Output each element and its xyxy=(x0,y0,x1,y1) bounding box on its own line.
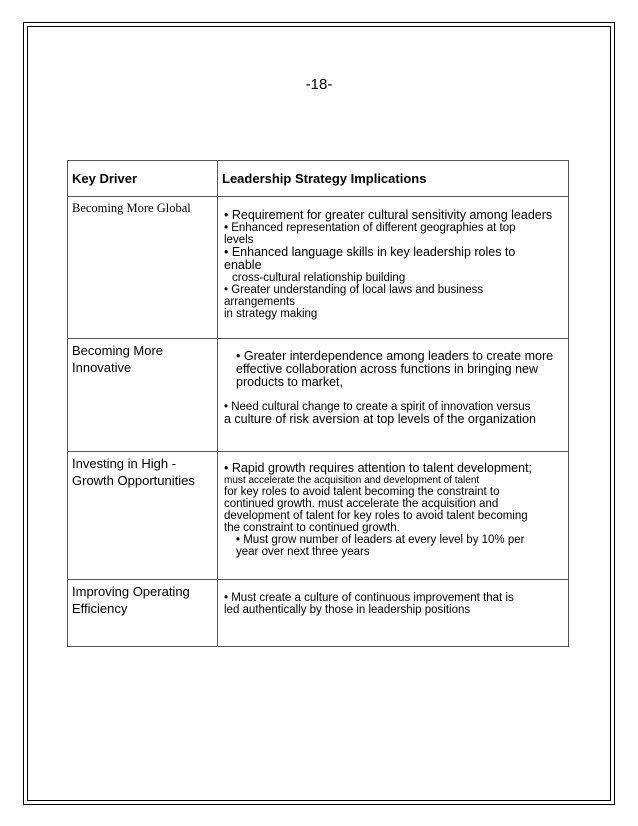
implication-line: • Enhanced language skills in key leadership roles to xyxy=(224,245,516,259)
header-leadership-strategy-implications: Leadership Strategy Implications xyxy=(218,161,569,197)
table-row xyxy=(68,197,569,339)
table-header-row xyxy=(68,161,569,197)
implication-line: must accelerate the acquisition and development of talent xyxy=(224,475,480,486)
header-key-driver: Key Driver xyxy=(68,161,218,197)
table-row xyxy=(68,452,569,580)
paragraph-gap xyxy=(224,389,564,401)
implication-line: effective collaboration across functions in bringing new xyxy=(236,362,539,376)
implication-line: a culture of risk aversion at top levels of the organization xyxy=(224,412,536,426)
implication-line: • Enhanced representation of different geographies at top xyxy=(224,222,516,234)
implication-line: • Need cultural change to create a spirit of innovation versus xyxy=(224,401,531,413)
implication-line: arrangements xyxy=(224,296,295,308)
implications-cell xyxy=(218,339,569,452)
implication-line: cross-cultural relationship building xyxy=(232,272,406,284)
implication-line: enable xyxy=(224,258,262,272)
key-driver-table xyxy=(67,160,569,647)
implication-line: year over next three years xyxy=(236,546,370,558)
implication-line: the constraint to continued growth. xyxy=(224,522,400,534)
implications-cell xyxy=(218,580,569,647)
implication-line: • Must create a culture of continuous improvement that is xyxy=(224,592,514,604)
implication-line: for key roles to avoid talent becoming the constraint to xyxy=(224,486,500,498)
table-row xyxy=(68,339,569,452)
implication-line: • Must grow number of leaders at every level by 10% per xyxy=(236,534,525,546)
implication-line: led authentically by those in leadership positions xyxy=(224,604,471,616)
implication-line: in strategy making xyxy=(224,308,318,320)
driver-cell: Investing in High - Growth Opportunities xyxy=(68,452,218,580)
implications-cell xyxy=(218,197,569,339)
implication-line: products to market, xyxy=(236,375,343,389)
implication-line: levels xyxy=(224,234,254,246)
driver-cell: Becoming More Global xyxy=(68,197,218,339)
driver-cell: Improving Operating Efficiency xyxy=(68,580,218,647)
implication-line: • Rapid growth requires attention to talent development; xyxy=(224,461,533,475)
table-row xyxy=(68,580,569,647)
driver-cell: Becoming More Innovative xyxy=(68,339,218,452)
implication-line: development of talent for key roles to avoid talent becoming xyxy=(224,510,528,522)
implication-line: continued growth. must accelerate the acquisition and xyxy=(224,498,499,510)
implication-line: • Greater understanding of local laws and business xyxy=(224,284,484,296)
implication-line: • Greater interdependence among leaders to create more xyxy=(236,349,554,363)
page-number: -18- xyxy=(305,76,333,93)
implications-cell xyxy=(218,452,569,580)
implication-line: • Requirement for greater cultural sensitivity among leaders xyxy=(224,208,553,222)
